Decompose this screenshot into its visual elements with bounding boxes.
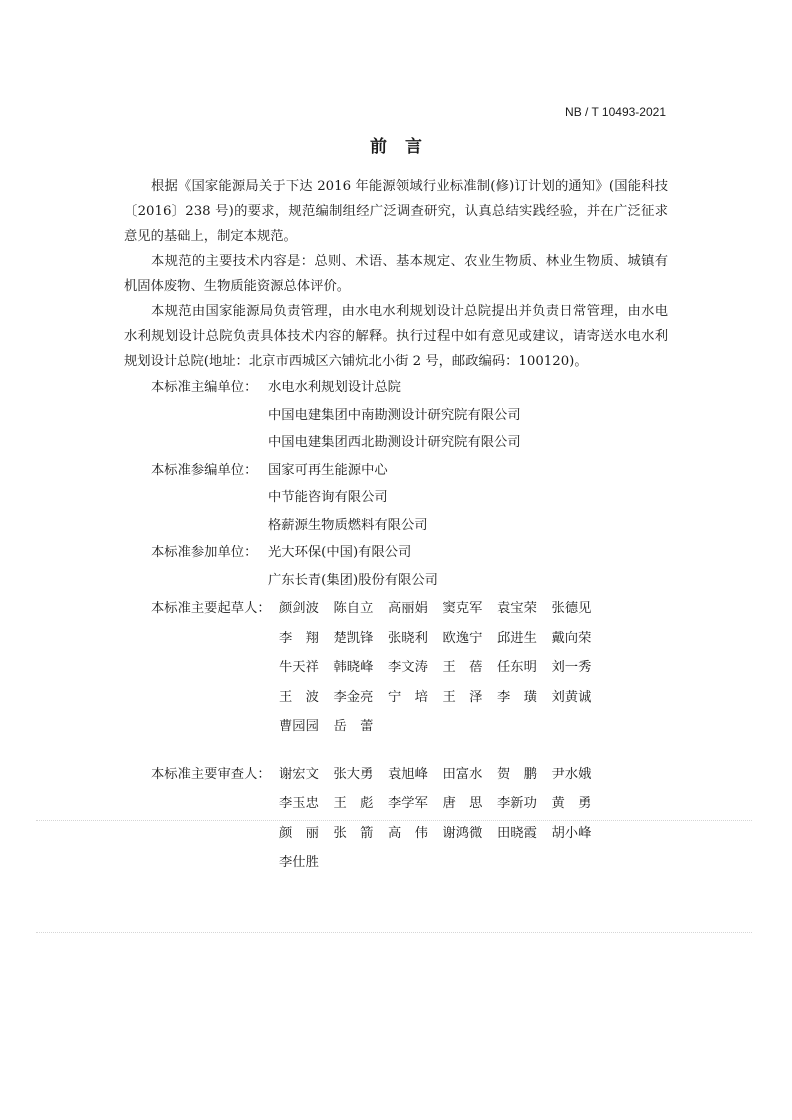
reviewer-name: 尹水娥: [551, 766, 592, 782]
drafter-name: 高丽娟: [388, 601, 428, 616]
reviewer-name: 李学军: [388, 796, 428, 811]
reviewer-name: 颜 丽: [279, 825, 319, 841]
paragraph-basis: 根据《国家能源局关于下达 2016 年能源领域行业标准制(修)订计划的通知》(国能科技〔2016〕238 号)的要求，规范编制组经广泛调查研究，认真总结实践经验，并在广泛征求意见的基础上，制定本规范。: [124, 179, 668, 244]
reviewer-name: 李新功: [497, 796, 537, 811]
drafter-name: 刘一秀: [551, 660, 592, 675]
drafter-name: 王 波: [279, 689, 319, 705]
drafters-list: [279, 594, 606, 742]
chief-editors-label: 本标准主编单位：: [151, 380, 258, 395]
drafter-name: 王 泽: [442, 689, 483, 705]
participating-editors-block: [151, 457, 668, 540]
reviewer-name: 张 箭: [333, 825, 374, 841]
participating-editor-unit: 国家可再生能源中心: [268, 462, 388, 478]
participating-unit: 广东长青(集团)股份有限公司: [268, 572, 438, 588]
drafter-name: 戴向荣: [551, 630, 592, 646]
paragraph-contents: 本规范的主要技术内容是：总则、术语、基本规定、农业生物质、林业生物质、城镇有机固体废物、生物质能资源总体评价。: [124, 254, 668, 294]
reviewer-name: 张大勇: [333, 766, 374, 782]
reviewers-list: [279, 760, 606, 878]
page-title: 前言: [370, 137, 440, 157]
dotted-divider: [36, 820, 752, 821]
chief-editors-block: [151, 374, 668, 457]
drafters-label: 本标准主要起草人：: [151, 601, 271, 616]
drafter-name: 王 蓓: [442, 660, 483, 675]
reviewer-name: 李仕胜: [279, 855, 319, 870]
reviewer-name: 谢宏文: [279, 766, 319, 782]
chief-editor-unit: 中国电建集团中南勘测设计研究院有限公司: [268, 407, 521, 423]
drafter-name: 李 璜: [497, 689, 537, 705]
drafter-name: 牛天祥: [279, 660, 319, 675]
drafter-name: 曹园园: [279, 719, 319, 734]
drafter-name: 李文涛: [388, 660, 428, 675]
drafter-name: 李金亮: [333, 689, 374, 705]
drafter-name: 岳 蕾: [333, 719, 374, 734]
drafter-name: 袁宝荣: [497, 601, 537, 616]
drafter-name: 颜剑波: [279, 601, 319, 616]
drafter-name: 邱进生: [497, 630, 537, 646]
dotted-divider: [36, 932, 752, 933]
participating-units-label: 本标准参加单位：: [151, 545, 258, 560]
drafter-name: 楚凯锋: [333, 630, 374, 646]
drafter-name: 李 翔: [279, 630, 319, 646]
drafter-name: 张德见: [551, 601, 592, 616]
reviewer-name: 唐 思: [442, 796, 483, 811]
reviewer-name: 谢鸿微: [442, 825, 483, 841]
drafter-name: 任东明: [497, 660, 537, 675]
drafter-name: 窦克军: [442, 601, 483, 616]
reviewer-name: 高 伟: [388, 825, 428, 841]
participating-editors-label: 本标准参编单位：: [151, 462, 258, 478]
participating-units-block: [151, 539, 668, 594]
chief-editor-unit: 水电水利规划设计总院: [268, 380, 401, 395]
reviewer-name: 贺 鹏: [497, 766, 537, 782]
reviewer-name: 黄 勇: [551, 796, 592, 811]
chief-editor-unit: 中国电建集团西北勘测设计研究院有限公司: [268, 435, 521, 450]
paragraph-management: 本规范由国家能源局负责管理，由水电水利规划设计总院提出并负责日常管理，由水电水利规划设计总院负责具体技术内容的解释。执行过程中如有意见或建议，请寄送水电水利规划设计总院(地址：北京市西城区六铺炕北小街 2 号，邮政编码：100120)。: [124, 304, 668, 369]
reviewer-name: 袁旭峰: [388, 766, 428, 782]
reviewers-label: 本标准主要审查人：: [151, 766, 271, 782]
drafter-name: 欧逸宁: [442, 630, 483, 646]
reviewers-block: [151, 760, 668, 878]
document-body: [124, 174, 668, 878]
drafter-name: 韩晓峰: [333, 660, 374, 675]
drafter-name: 刘黄诚: [551, 689, 592, 705]
participating-editor-unit: 格薪源生物质燃料有限公司: [268, 517, 428, 533]
reviewer-name: 李玉忠: [279, 796, 319, 811]
reviewer-name: 王 彪: [333, 796, 374, 811]
drafter-name: 宁 培: [388, 689, 428, 705]
participating-editor-unit: 中节能咨询有限公司: [268, 490, 388, 505]
drafter-name: 张晓利: [388, 630, 428, 646]
participating-unit: 光大环保(中国)有限公司: [268, 545, 412, 560]
standard-code: NB / T 10493-2021: [565, 105, 666, 119]
reviewer-name: 田晓霞: [497, 825, 537, 841]
drafter-name: 陈自立: [333, 601, 374, 616]
reviewer-name: 胡小峰: [551, 825, 592, 841]
drafters-block: [151, 594, 668, 742]
reviewer-name: 田富水: [442, 766, 483, 782]
